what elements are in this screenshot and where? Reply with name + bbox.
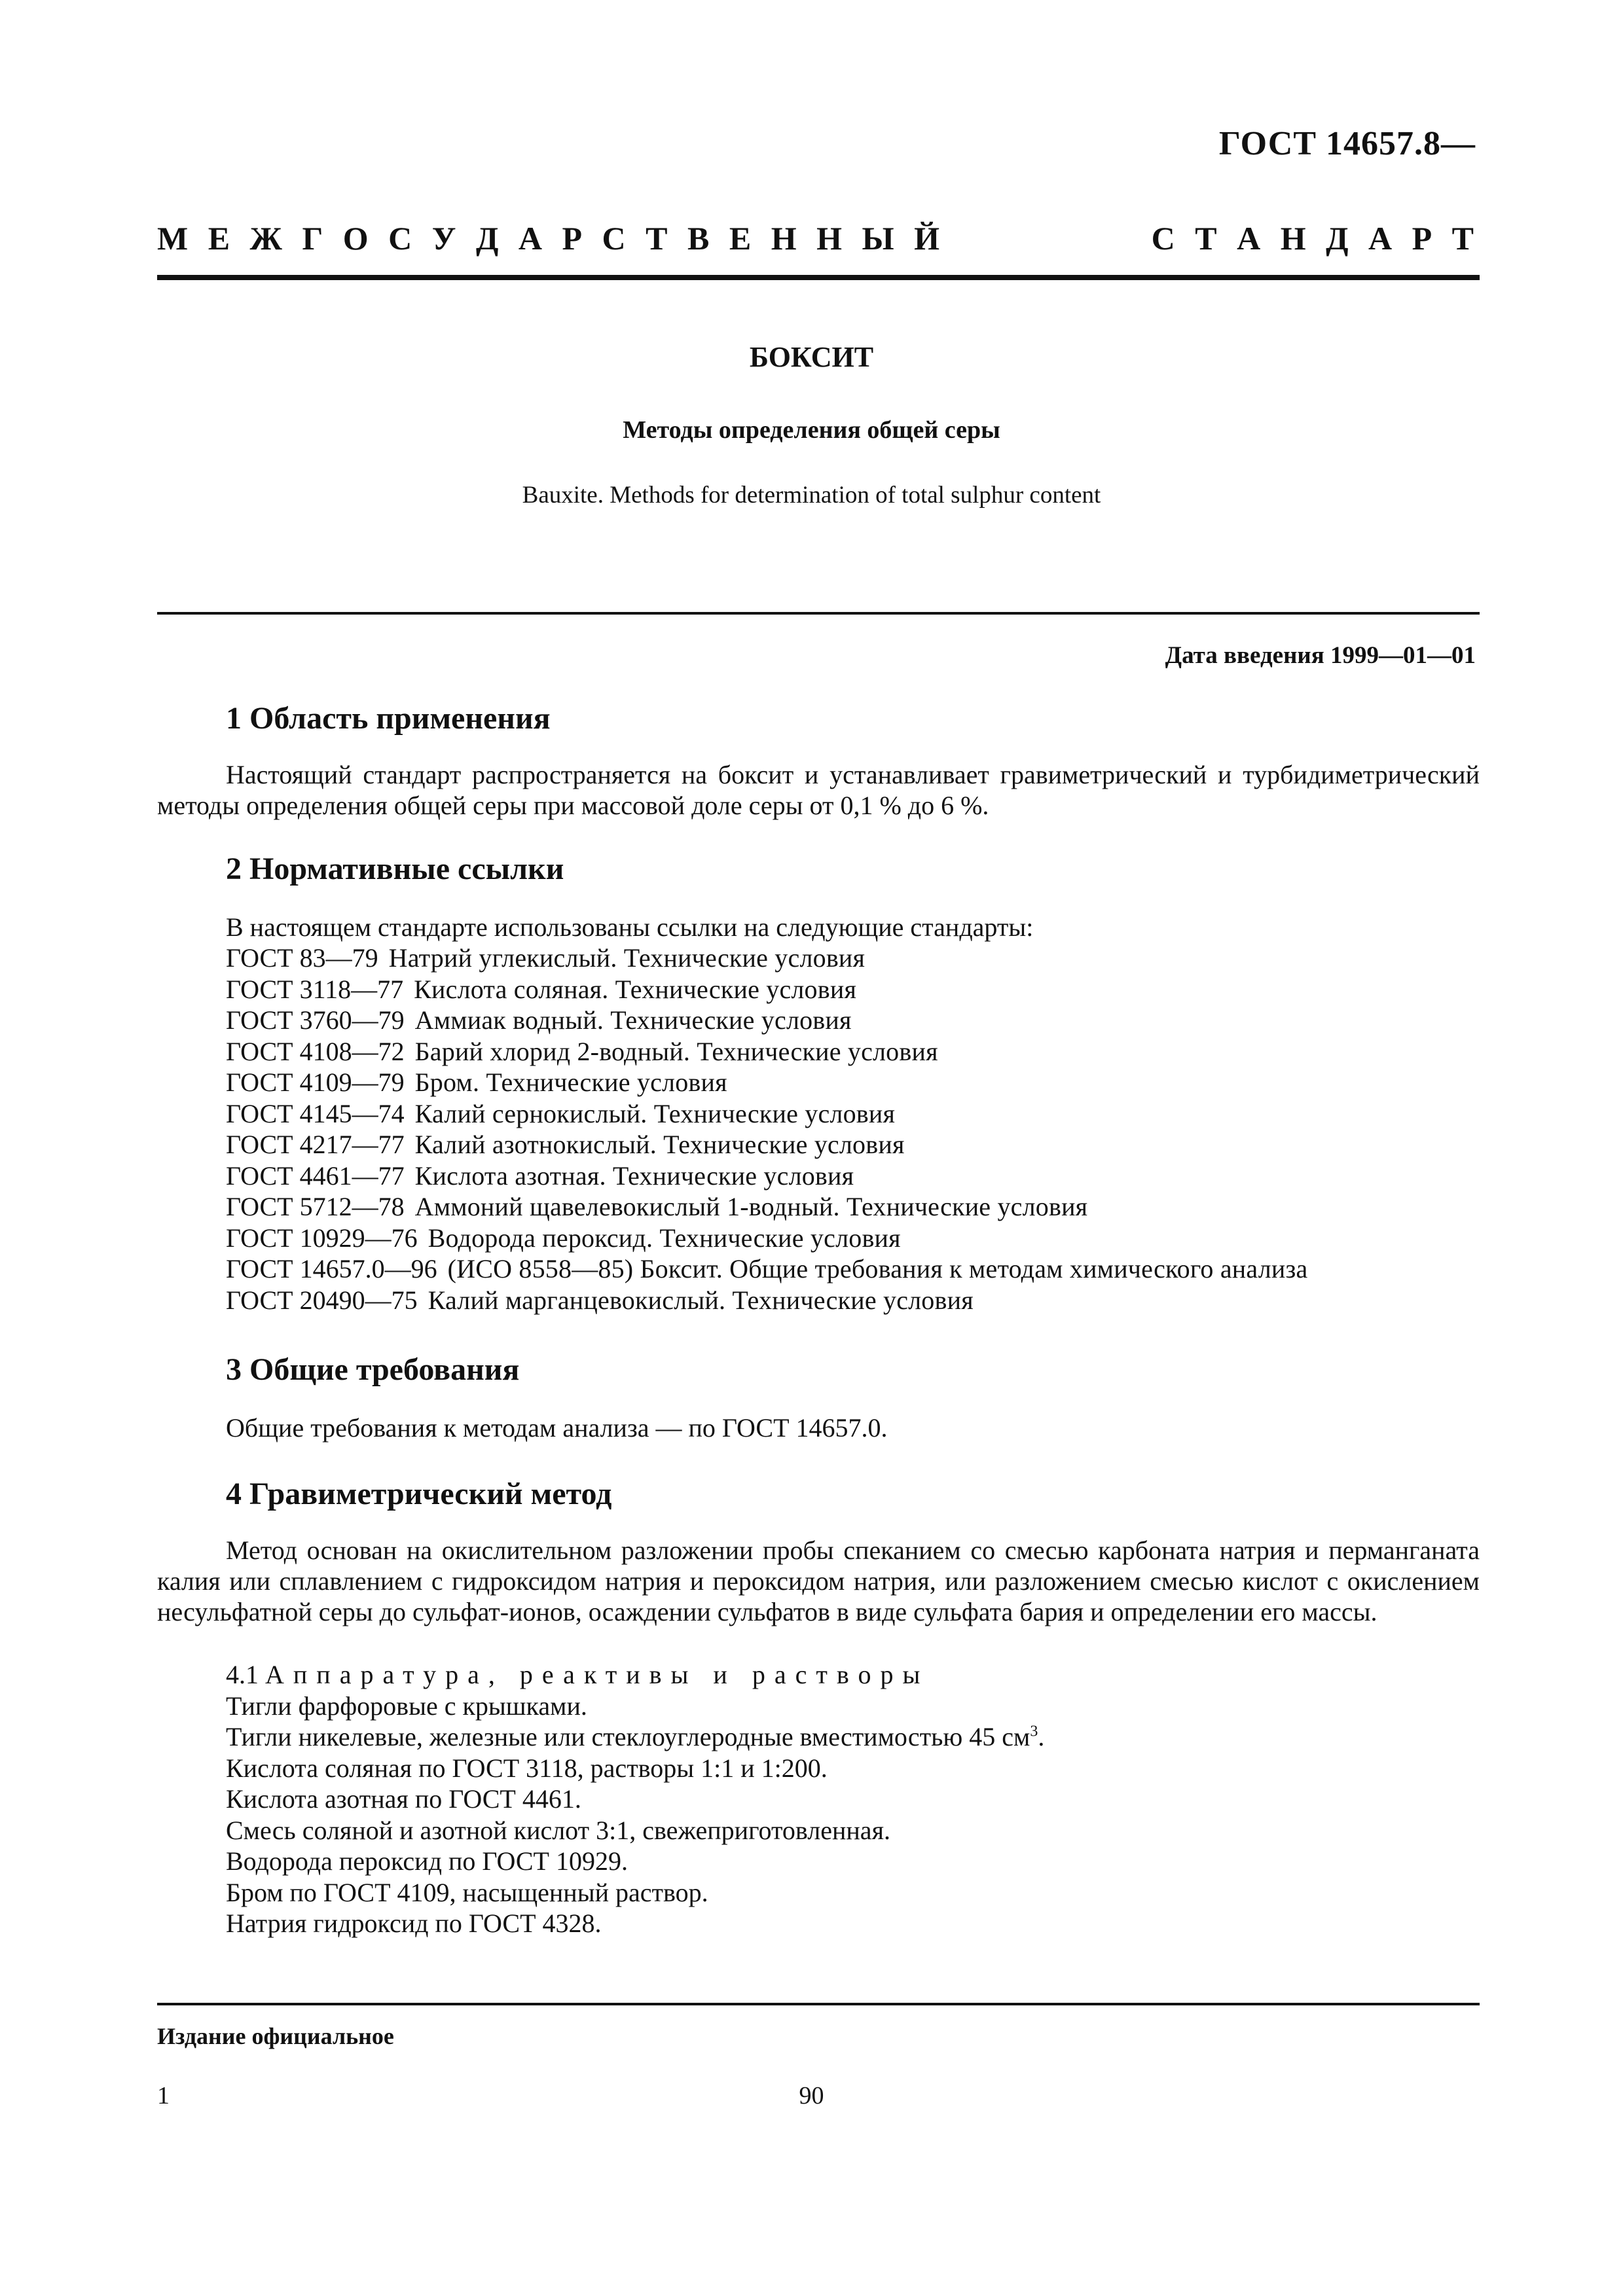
list-item: Натрия гидроксид по ГОСТ 4328. xyxy=(226,1909,602,1938)
document-title: БОКСИТ xyxy=(749,341,874,373)
standard-banner xyxy=(157,219,1480,257)
edition-label: Издание официальное xyxy=(157,2023,394,2049)
title-rule xyxy=(157,612,1480,615)
reference-row: ГОСТ 4145—74 Калий сернокислый. Технические условия xyxy=(226,1098,896,1128)
section-1-text: Настоящий стандарт распространяется на боксит и устанавливает гравиметрический и турбидиметрический методы определения общей серы при массовой доле серы от 0,1 % до 6 %. xyxy=(157,760,1480,820)
reference-row: ГОСТ 5712—78 Аммоний щавелевокислый 1-водный. Технические условия xyxy=(226,1192,1088,1221)
reference-row: ГОСТ 14657.0—96 (ИСО 8558—85) Боксит. Общие требования к методам химического анализа xyxy=(226,1254,1308,1283)
document-subtitle: Методы определения общей серы xyxy=(623,416,1000,444)
list-item: Водорода пероксид по ГОСТ 10929. xyxy=(226,1846,628,1876)
subsection-number: 4.1 xyxy=(226,1660,259,1689)
list-item: Смесь соляной и азотной кислот 3:1, свежеприготовленная. xyxy=(226,1815,890,1845)
section-4-heading: 4 Гравиметрический метод xyxy=(226,1477,612,1511)
page-number: 90 xyxy=(799,2082,824,2109)
reference-row: ГОСТ 3118—77 Кислота соляная. Технические условия xyxy=(226,974,857,1004)
document-title-english: Bauxite. Methods for determination of total sulphur content xyxy=(522,482,1101,509)
reference-row: ГОСТ 3760—79 Аммиак водный. Технические условия xyxy=(226,1005,852,1035)
reference-row: ГОСТ 10929—76 Водорода пероксид. Технические условия xyxy=(226,1223,901,1253)
section-1-heading: 1 Область применения xyxy=(226,701,551,736)
section-4-text: Метод основан на окислительном разложении пробы спеканием со смесью карбоната натрия и перманганата калия или сплавлением с гидроксидом натрия и пероксидом натрия, или разложением смесью кислот с окислением несульфатной серы до сульфат-ионов, осаждении сульфатов в виде сульфата бария и определении его массы. xyxy=(157,1535,1480,1626)
footer-rule xyxy=(157,2003,1480,2005)
header-rule xyxy=(157,275,1480,280)
footer-sheet-number: 1 xyxy=(157,2082,170,2109)
subsection-heading xyxy=(226,1659,1044,1691)
section-3-text: Общие требования к методам анализа — по ГОСТ 14657.0. xyxy=(226,1413,888,1443)
banner-word-standard: С Т А Н Д А Р Т xyxy=(1151,220,1480,257)
subsection-title: Аппаратура, реактивы и растворы xyxy=(265,1660,930,1689)
reference-row: ГОСТ 83—79 Натрий углекислый. Технические условия xyxy=(226,943,866,973)
reference-row: ГОСТ 4108—72 Барий хлорид 2-водный. Технические условия xyxy=(226,1036,938,1066)
document-number: ГОСТ 14657.8— xyxy=(1218,125,1476,162)
list-item: Кислота соляная по ГОСТ 3118, растворы 1:1 и 1:200. xyxy=(226,1753,828,1783)
reference-row: ГОСТ 4109—79 Бром. Технические условия xyxy=(226,1067,727,1097)
section-2-heading: 2 Нормативные ссылки xyxy=(226,852,564,886)
reference-row: ГОСТ 4461—77 Кислота азотная. Технические условия xyxy=(226,1160,854,1191)
reference-row: ГОСТ 20490—75 Калий марганцевокислый. Технические условия xyxy=(226,1285,974,1315)
introduction-date: Дата введения 1999—01—01 xyxy=(1165,642,1476,669)
normative-references-list xyxy=(226,942,1307,1316)
section-3-heading: 3 Общие требования xyxy=(226,1352,520,1387)
list-item: Тигли фарфоровые с крышками. xyxy=(226,1691,587,1721)
list-item: Кислота азотная по ГОСТ 4461. xyxy=(226,1784,581,1814)
reference-row: ГОСТ 4217—77 Калий азотнокислый. Технические условия xyxy=(226,1130,905,1159)
section-2-lead: В настоящем стандарте использованы ссылки на следующие стандарты: xyxy=(226,912,1034,942)
section-4-1-list xyxy=(226,1659,1044,1939)
list-item: Тигли никелевые, железные или стеклоуглеродные вместимостью 45 $см^3$. xyxy=(226,1722,1045,1751)
list-item: Бром по ГОСТ 4109, насыщенный раствор. xyxy=(226,1877,708,1907)
banner-word-interstate: М Е Ж Г О С У Д А Р С Т В Е Н Н Ы Й xyxy=(157,220,945,257)
